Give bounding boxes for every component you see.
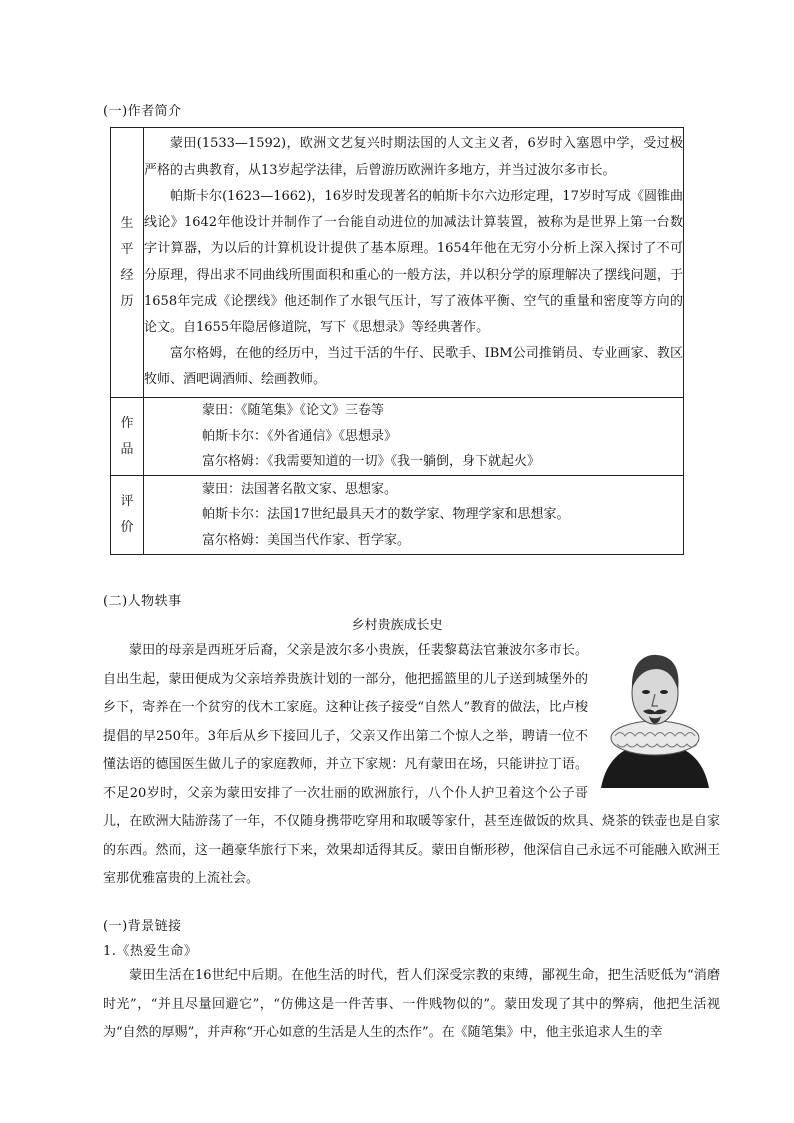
- works-content: 蒙田：《随笔集》《论文》三卷等 帕斯卡尔：《外省通信》《思想录》 富尔格姆：《我需要知道的一切》《我一躺倒，身下就起火》: [144, 398, 684, 476]
- author-table: [110, 127, 684, 555]
- bio-pascal: 帕斯卡尔(1623—1662)，16岁时发现著名的帕斯卡尔六边形定理，17岁时写成《圆锥曲线论》1642年他设计并制作了一台能自动进位的加减法计算装置，被称为是世界上第一台数字计算器，为以后的计算机设计提供了基本原理。1654年他在无穷小分析上深入探讨了不可分原理，得出求不同曲线所围面积和重心的一般方法，并以积分学的原理解决了摆线问题，于1658年完成《论摆线》他还制作了水银气压计，写了液体平衡、空气的重量和密度等方向的论文。自1655年隐居修道院，写下《思想录》等经典著作。: [144, 188, 683, 335]
- label-works: 作 品: [111, 398, 144, 476]
- biography-content: [144, 128, 684, 398]
- bio-fulghum: 富尔格姆，在他的经历中，当过干活的牛仔、民歌手、IBM公司推销员、专业画家、教区牧师、酒吧调酒师、绘画教师。: [144, 346, 683, 388]
- table-row-biography: [111, 128, 684, 398]
- label-biography: 生 平 经 历: [111, 128, 144, 398]
- table-row-evaluation: [111, 476, 684, 555]
- label-evaluation: 评 价: [111, 476, 144, 555]
- table-row-works: [111, 398, 684, 476]
- bio-montaigne: 蒙田(1533—1592)，欧洲文艺复兴时期法国的人文主义者，6岁时入塞恩中学，受过极严格的古典教育，从13岁起学法律，后曾游历欧洲许多地方，并当过波尔多市长。: [144, 136, 683, 178]
- section-heading-author: (一)作者简介: [103, 104, 182, 119]
- subheading-love-life: 1.《热爱生命》: [103, 944, 198, 959]
- section-heading-background: (一)背景链接: [103, 919, 182, 934]
- story-body: 蒙田的母亲是西班牙后裔，父亲是波尔多小贵族，任裴黎葛法官兼波尔多市长。自出生起，蒙田便成为父亲培养贵族计划的一部分，他把摇篮里的儿子送到城堡外的乡下，寄养在一个贫穷的伐木工家庭。这种让孩子接受“自然人”教育的做法，比卢梭提倡的早250年。3年后从乡下接回儿子，父亲又作出第二个惊人之举，聘请一位不懂法语的德国医生做儿子的家庭教师，并立下家规：凡有蒙田在场，只能讲拉丁语。不足20岁时，父亲为蒙田安排了一次壮丽的欧洲旅行，八个仆人护卫着这个公子哥儿，在欧洲大陆游荡了一年，不仅随身携带吃穿用和取暖等家什，甚至连做饭的炊具、烧茶的铁壶也是自家的东西。然而，这一趟豪华旅行下来，效果却适得其反。蒙田自惭形秽，他深信自己永远不可能融入欧洲王室那优雅富贵的上流社会。: [103, 637, 720, 894]
- section-heading-anecdote: (二)人物轶事: [103, 594, 182, 609]
- background-body: 蒙田生活在16世纪中后期。在他生活的时代，哲人们深受宗教的束缚，鄙视生命，把生活贬低为“消磨时光”，“并且尽量回避它”，“仿佛这是一件苦事、一件贱物似的”。蒙田发现了其中的弊病，他把生活视为“自然的厚赐”，并声称“开心如意的生活是人生的杰作”。在《随笔集》中，他主张追求人生的幸: [103, 968, 720, 1040]
- story-title: 乡村贵族成长史: [351, 618, 443, 633]
- evaluation-content: 蒙田：法国著名散文家、思想家。 帕斯卡尔：法国17世纪最具天才的数学家、物理学家和思想家。 富尔格姆：美国当代作家、哲学家。: [144, 476, 684, 555]
- montaigne-portrait-image: [593, 638, 717, 788]
